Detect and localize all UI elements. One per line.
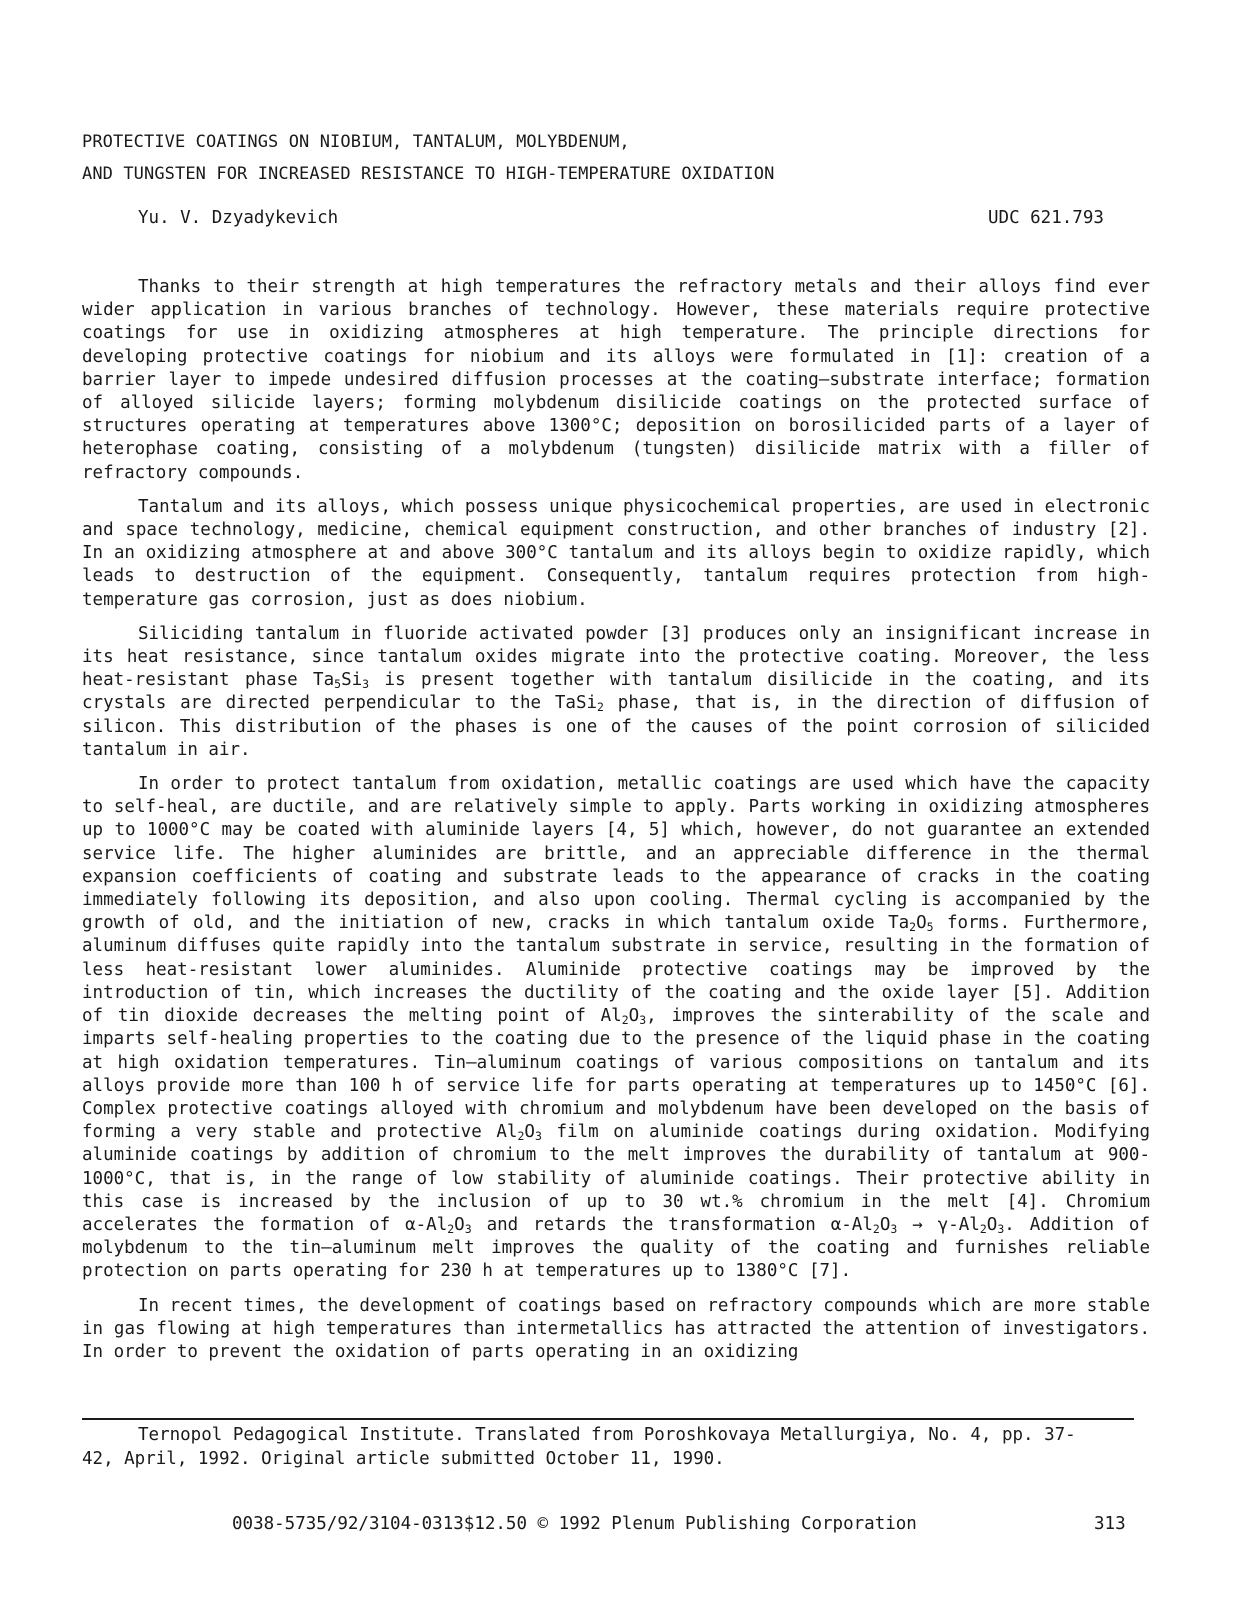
text-run: film on aluminide coatings during oxidation. Modifying aluminide coatings by addition of chromium to the melt improves the durability of tantalum at 900-1000°C, that is, in the range of low stability of aluminide coatings. Their protective ability in this case is increased by the inclusion of up to 30 wt.% chromium in the melt [4]. Chromium accelerates the formation of α-Al (82, 1122, 1150, 1235)
text-run: Thanks to their strength at high temperatures the refractory metals and their alloys find ever wider application in various branches of technology. However, these materials require protective coatings for use in oxidizing atmospheres at high temperature. The principle directions for developing protective coatings for niobium and its alloys were formulated in [1]: creation of a barrier layer to impede undesired diffusion processes at the coating–substrate interface; formation of alloyed silicide layers; forming molybdenum disilicide coatings on the protected surface of structures operating at temperatures above 1300°C; deposition on borosilicided parts of a layer of heterophase coating, consisting of a molybdenum (tungsten) disilicide matrix with a filler of refractory compounds. (82, 277, 1150, 483)
footnote-divider (82, 1418, 1134, 1420)
text-run: . Addition of molybdenum to the tin–aluminum melt improves the quality of the coating and furnishes reliable protection on parts operating for 230 h at temperatures up to 1380°C [7]. (82, 1214, 1151, 1282)
paragraph-4 (82, 773, 1150, 1283)
subscript: 3 (997, 1221, 1005, 1236)
text-run: is present together with tantalum disilicide in the coating, and its crystals are directed perpendicular to the TaSi (82, 670, 1150, 714)
paragraph-2 (82, 496, 1150, 612)
footnote: Ternopol Pedagogical Institute. Translated from Poroshkovaya Metallurgiya, No. 4, pp. 37-42, April, 1992. Original article submitted October 11, 1990. (82, 1425, 1076, 1469)
text-run: → γ-Al (897, 1214, 980, 1235)
copyright-line: 0038-5735/92/3104-0313$12.50 © 1992 Plenum Publishing Corporation (232, 1514, 917, 1534)
text-run: O (454, 1214, 465, 1235)
text-run: In recent times, the development of coatings based on refractory compounds which are more stable in gas flowing at high temperatures than intermetallics has attracted the attention of investigators. In order to prevent the oxidation of parts operating in an oxidizing (82, 1295, 1150, 1362)
paragraph-3 (82, 623, 1150, 762)
text-run: forms. Furthermore, aluminum diffuses quite rapidly into the tantalum substrate in service, resulting in the formation of less heat-resistant lower aluminides. Aluminide protective coatings may be improved by the introduction of tin, which increases the ductility of the coating and the oxide layer [5]. Addition of tin dioxide decreases the melting point of Al (82, 913, 1150, 1027)
subscript: 2 (872, 1221, 880, 1236)
subscript: 3 (639, 1013, 647, 1028)
paragraph-1 (82, 276, 1150, 485)
text-run: Tantalum and its alloys, which possess unique physicochemical properties, are used in electronic and space technology, medicine, chemical equipment construction, and other branches of industry [2]. In an oxidizing atmosphere at and above 300°C tantalum and its alloys begin to oxidize rapidly, which leads to destruction of the equipment. Consequently, tantalum requires protection from high-temperature gas corrosion, just as does niobium. (82, 496, 1150, 610)
subscript: 3 (362, 677, 370, 692)
text-run: O (916, 913, 927, 934)
subscript: 2 (621, 1013, 629, 1028)
text-run: O (986, 1214, 998, 1235)
article-title (82, 126, 1162, 190)
author-name: Yu. V. Dzyadykevich (138, 208, 339, 228)
subscript: 5 (334, 677, 342, 692)
subscript: 2 (597, 700, 604, 715)
article-body (82, 276, 1150, 1375)
text-run: phase, that is, in the direction of diffusion of silicon. This distribution of the phases is one of the causes of the point corrosion of silicided tantalum in air. (82, 693, 1150, 760)
subscript: 2 (909, 920, 917, 935)
text-run: Siliciding tantalum in fluoride activated powder [3] produces only an insignificant increase in its heat resistance, since tantalum oxides migrate into the protective coating. Moreover, the less heat-resistant phase Ta (82, 623, 1150, 691)
text-run: and retards the transformation α-Al (471, 1214, 873, 1235)
subscript: 5 (926, 920, 934, 935)
text-run: In order to protect tantalum from oxidation, metallic coatings are used which have the capacity to self-heal, are ductile, and are relatively simple to apply. Parts working in oxidizing atmospheres up to 1000°C may be coated with aluminide layers [4, 5] which, however, do not guarantee an extended service life. The higher aluminides are brittle, and an appreciable difference in the thermal expansion coefficients of coating and substrate leads to the appearance of cracks in the coating immediately following its deposition, and also upon cooling. Thermal cycling is accompanied by the growth of old, and the initiation of new, cracks in which tantalum oxide Ta (82, 774, 1150, 934)
text-run: , improves the sinterability of the scale and imparts self-healing properties to the coating due to the presence of the liquid phase in the coating at high oxidation temperatures. Tin–aluminum coatings of various compositions on tantalum and its alloys provide more than 100 h of service life for parts operating at temperatures up to 1450°C [6]. Complex protective coatings alloyed with chromium and molybdenum have been developed on the basis of forming a very stable and protective Al (82, 1006, 1150, 1143)
subscript: 3 (464, 1221, 472, 1236)
text-run: Si (341, 670, 363, 691)
paragraph-5 (82, 1295, 1150, 1365)
udc-code: UDC 621.793 (988, 208, 1104, 228)
text-run: O (879, 1214, 891, 1235)
subscript: 3 (534, 1129, 542, 1144)
subscript: 2 (979, 1221, 987, 1236)
subscript: 2 (517, 1129, 525, 1144)
page-number: 313 (1094, 1514, 1126, 1534)
subscript: 3 (890, 1221, 898, 1236)
text-run: O (628, 1006, 640, 1027)
title-line-2: AND TUNGSTEN FOR INCREASED RESISTANCE TO HIGH-TEMPERATURE OXIDATION (82, 164, 775, 184)
title-line-1: PROTECTIVE COATINGS ON NIOBIUM, TANTALUM, MOLYBDENUM, (82, 132, 630, 152)
text-run: O (524, 1122, 535, 1143)
subscript: 2 (447, 1221, 455, 1236)
